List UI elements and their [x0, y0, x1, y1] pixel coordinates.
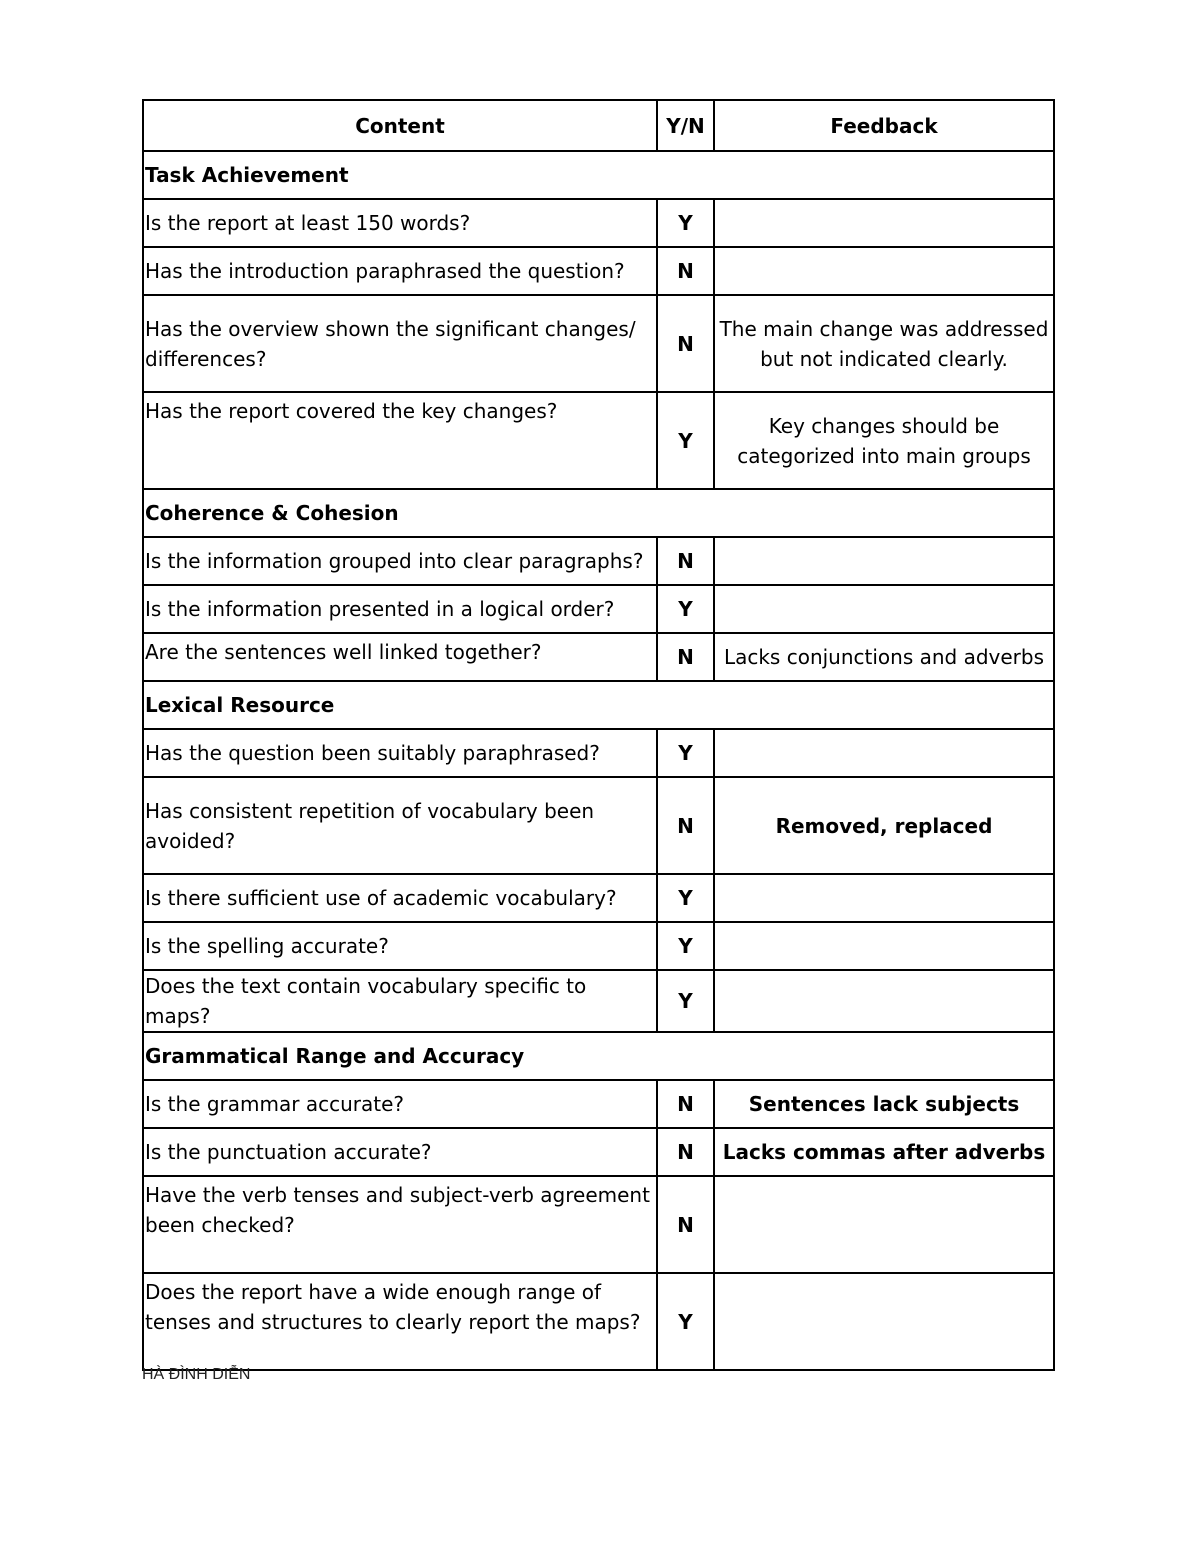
feedback-cell — [714, 1176, 1054, 1273]
yn-cell: Y — [657, 392, 714, 489]
author-name: HÀ ĐÌNH DIỄN — [142, 1366, 251, 1383]
yn-cell: Y — [657, 922, 714, 970]
table-row — [143, 874, 1054, 922]
question-cell: Are the sentences well linked together? — [143, 633, 657, 681]
section-row-coherence-cohesion — [143, 489, 1054, 537]
question-cell: Is there sufficient use of academic vocabulary? — [143, 874, 657, 922]
table-row — [143, 922, 1054, 970]
feedback-cell: Removed, replaced — [714, 777, 1054, 874]
table-row — [143, 199, 1054, 247]
table-row — [143, 777, 1054, 874]
feedback-cell — [714, 729, 1054, 777]
table-row — [143, 1128, 1054, 1176]
table-row — [143, 1273, 1054, 1370]
table-row — [143, 1080, 1054, 1128]
header-feedback: Feedback — [714, 100, 1054, 151]
question-cell: Is the grammar accurate? — [143, 1080, 657, 1128]
feedback-cell — [714, 537, 1054, 585]
table-row — [143, 585, 1054, 633]
yn-cell: Y — [657, 874, 714, 922]
section-title: Coherence & Cohesion — [143, 489, 1054, 537]
table-row — [143, 729, 1054, 777]
yn-cell: Y — [657, 199, 714, 247]
yn-cell: Y — [657, 585, 714, 633]
yn-cell: N — [657, 247, 714, 295]
question-cell: Has the question been suitably paraphrased? — [143, 729, 657, 777]
section-title: Task Achievement — [143, 151, 1054, 199]
yn-cell: N — [657, 1176, 714, 1273]
question-cell: Has consistent repetition of vocabulary been avoided? — [143, 777, 657, 874]
yn-cell: Y — [657, 970, 714, 1032]
question-cell: Is the information grouped into clear paragraphs? — [143, 537, 657, 585]
yn-cell: N — [657, 777, 714, 874]
question-cell: Has the introduction paraphrased the question? — [143, 247, 657, 295]
table-row — [143, 247, 1054, 295]
feedback-cell — [714, 970, 1054, 1032]
section-row-task-achievement — [143, 151, 1054, 199]
feedback-cell — [714, 922, 1054, 970]
table-row — [143, 1176, 1054, 1273]
feedback-cell: Lacks commas after adverbs — [714, 1128, 1054, 1176]
feedback-cell: Lacks conjunctions and adverbs — [714, 633, 1054, 681]
yn-cell: N — [657, 633, 714, 681]
feedback-cell: Key changes should be categorized into main groups — [714, 392, 1054, 489]
feedback-cell: Sentences lack subjects — [714, 1080, 1054, 1128]
table-row — [143, 633, 1054, 681]
question-cell: Does the report have a wide enough range of tenses and structures to clearly report the maps? — [143, 1273, 657, 1370]
question-cell: Has the overview shown the significant changes/ differences? — [143, 295, 657, 392]
yn-cell: N — [657, 1128, 714, 1176]
question-cell: Has the report covered the key changes? — [143, 392, 657, 489]
header-content: Content — [143, 100, 657, 151]
feedback-cell — [714, 199, 1054, 247]
yn-cell: N — [657, 537, 714, 585]
table-row — [143, 537, 1054, 585]
table-header-row — [143, 100, 1054, 151]
section-row-lexical-resource — [143, 681, 1054, 729]
question-cell: Does the text contain vocabulary specific to maps? — [143, 970, 657, 1032]
yn-cell: Y — [657, 1273, 714, 1370]
feedback-cell — [714, 585, 1054, 633]
section-title: Grammatical Range and Accuracy — [143, 1032, 1054, 1080]
header-yn: Y/N — [657, 100, 714, 151]
table-row — [143, 295, 1054, 392]
question-cell: Is the punctuation accurate? — [143, 1128, 657, 1176]
yn-cell: Y — [657, 729, 714, 777]
section-title: Lexical Resource — [143, 681, 1054, 729]
yn-cell: N — [657, 1080, 714, 1128]
feedback-rubric-table — [142, 99, 1055, 1371]
section-row-grammatical-range — [143, 1032, 1054, 1080]
feedback-cell — [714, 1273, 1054, 1370]
question-cell: Is the spelling accurate? — [143, 922, 657, 970]
table-row — [143, 392, 1054, 489]
feedback-cell — [714, 874, 1054, 922]
question-cell: Is the information presented in a logical order? — [143, 585, 657, 633]
table-row — [143, 970, 1054, 1032]
feedback-cell — [714, 247, 1054, 295]
feedback-cell: The main change was addressed but not indicated clearly. — [714, 295, 1054, 392]
question-cell: Have the verb tenses and subject-verb agreement been checked? — [143, 1176, 657, 1273]
yn-cell: N — [657, 295, 714, 392]
question-cell: Is the report at least 150 words? — [143, 199, 657, 247]
